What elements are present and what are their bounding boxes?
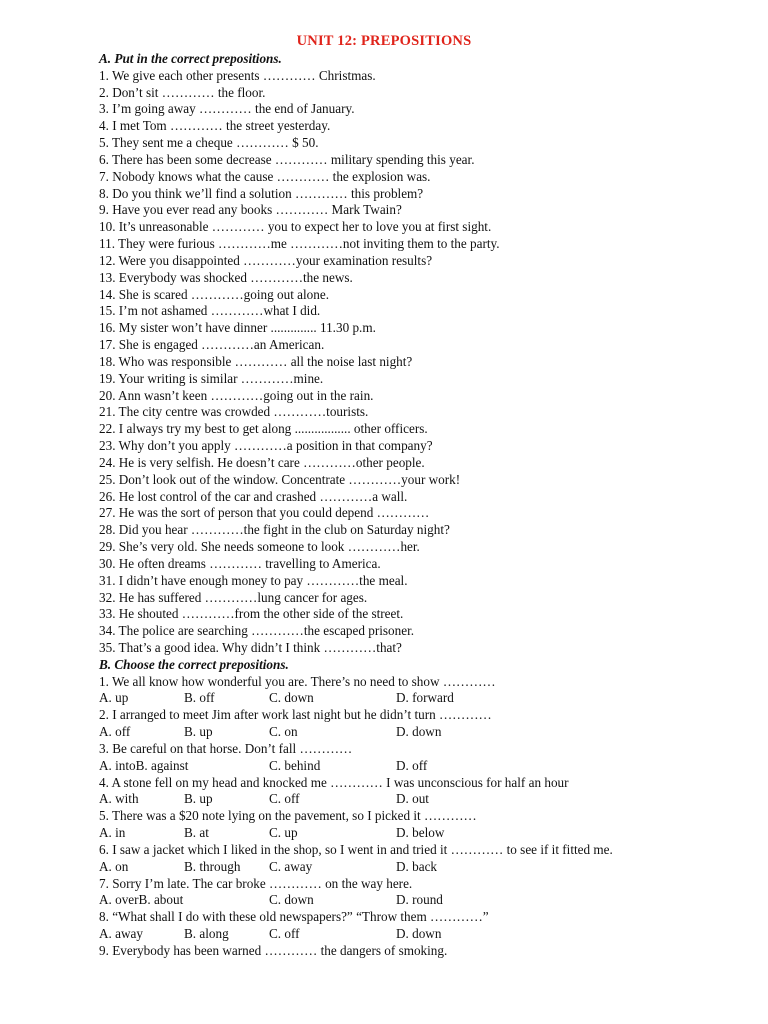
exercise-item: 13. Everybody was shocked …………the news.	[99, 269, 353, 285]
answer-option: C. down	[269, 892, 314, 908]
exercise-item: 10. It’s unreasonable ………… you to expect her to love you at first sight.	[99, 219, 492, 235]
answer-option: A. away	[99, 926, 143, 942]
exercise-item: 1. We give each other presents ………… Christmas.	[99, 67, 376, 83]
answer-option: A. with	[99, 791, 139, 807]
answer-option: D. forward	[396, 690, 454, 706]
question-text: 2. I arranged to meet Jim after work last night but he didn’t turn …………	[99, 707, 492, 723]
exercise-item: 28. Did you hear …………the fight in the club on Saturday night?	[99, 522, 450, 538]
answer-option: D. down	[396, 926, 442, 942]
exercise-item: 8. Do you think we’ll find a solution ………… this problem?	[99, 185, 424, 201]
exercise-item: 25. Don’t look out of the window. Concentrate …………your work!	[99, 471, 461, 487]
answer-option: B. through	[184, 858, 241, 874]
answer-option: B. up	[184, 724, 213, 740]
exercise-item: 3. I’m going away ………… the end of January.	[99, 101, 355, 117]
answer-option: B. off	[184, 690, 215, 706]
options-row	[99, 892, 719, 909]
options-row	[99, 690, 719, 707]
answer-option: B. at	[184, 825, 209, 841]
exercise-item: 4. I met Tom ………… the street yesterday.	[99, 118, 331, 134]
answer-option: B. along	[184, 926, 229, 942]
question-text: 7. Sorry I’m late. The car broke ………… on the way here.	[99, 875, 413, 891]
question-text: 8. “What shall I do with these old newspapers?” “Throw them …………”	[99, 909, 489, 925]
exercise-item: 32. He has suffered …………lung cancer for ages.	[99, 589, 368, 605]
exercise-item: 31. I didn’t have enough money to pay …………the meal.	[99, 572, 408, 588]
answer-option: C. up	[269, 825, 298, 841]
answer-option: D. down	[396, 724, 442, 740]
exercise-item: 19. Your writing is similar …………mine.	[99, 370, 324, 386]
exercise-item: 27. He was the sort of person that you could depend …………	[99, 505, 430, 521]
answer-option: D. round	[396, 892, 443, 908]
answer-option: B. up	[184, 791, 213, 807]
question-text: 1. We all know how wonderful you are. There’s no need to show …………	[99, 673, 496, 689]
exercise-item: 12. Were you disappointed …………your examination results?	[99, 252, 433, 268]
exercise-item: 18. Who was responsible ………… all the noise last night?	[99, 353, 413, 369]
exercise-item: 7. Nobody knows what the cause ………… the explosion was.	[99, 168, 431, 184]
exercise-item: 21. The city centre was crowded …………tourists.	[99, 404, 369, 420]
answer-option: C. down	[269, 690, 314, 706]
exercise-item: 5. They sent me a cheque ………… $ 50.	[99, 135, 319, 151]
answer-option: D. back	[396, 858, 438, 874]
question-text: 3. Be careful on that horse. Don’t fall …………	[99, 740, 353, 756]
exercise-item: 2. Don’t sit ………… the floor.	[99, 84, 266, 100]
options-row	[99, 724, 719, 741]
answer-option: A. up	[99, 690, 129, 706]
exercise-item: 17. She is engaged …………an American.	[99, 337, 325, 353]
answer-option: A. on	[99, 858, 129, 874]
exercise-item: 15. I’m not ashamed …………what I did.	[99, 303, 321, 319]
answer-option: A. intoB. against	[99, 757, 189, 773]
options-row	[99, 859, 719, 876]
answer-option: A. overB. about	[99, 892, 184, 908]
answer-option: C. away	[269, 858, 313, 874]
exercise-item: 24. He is very selfish. He doesn’t care …………other people.	[99, 454, 425, 470]
exercise-item: 23. Why don’t you apply …………a position in that company?	[99, 438, 433, 454]
question-text: 6. I saw a jacket which I liked in the shop, so I went in and tried it ………… to see if it fitted me.	[99, 841, 613, 857]
answer-option: C. off	[269, 926, 300, 942]
exercise-item: 20. Ann wasn’t keen …………going out in the rain.	[99, 387, 374, 403]
options-row	[99, 926, 719, 943]
answer-option: A. in	[99, 825, 126, 841]
exercise-item: 11. They were furious …………me …………not inviting them to the party.	[99, 236, 500, 252]
page-title: UNIT 12: PREPOSITIONS	[296, 33, 472, 49]
answer-option: C. off	[269, 791, 300, 807]
exercise-item: 6. There has been some decrease ………… military spending this year.	[99, 151, 475, 167]
exercise-item: 22. I always try my best to get along ................. other officers.	[99, 421, 428, 437]
answer-option: C. behind	[269, 757, 321, 773]
section-a-heading: A. Put in the correct prepositions.	[99, 51, 282, 66]
exercise-item: 26. He lost control of the car and crashed …………a wall.	[99, 488, 408, 504]
question-text: 4. A stone fell on my head and knocked me ………… I was unconscious for half an hour	[99, 774, 569, 790]
options-row	[99, 758, 719, 775]
answer-option: A. off	[99, 724, 131, 740]
answer-option: D. off	[396, 757, 428, 773]
exercise-item: 35. That’s a good idea. Why didn’t I think …………that?	[99, 639, 402, 655]
exercise-item: 33. He shouted …………from the other side of the street.	[99, 606, 404, 622]
exercise-item: 16. My sister won’t have dinner .............. 11.30 p.m.	[99, 320, 376, 336]
answer-option: D. below	[396, 825, 445, 841]
answer-option: D. out	[396, 791, 429, 807]
exercise-item: 14. She is scared …………going out alone.	[99, 286, 330, 302]
exercise-item: 34. The police are searching …………the escaped prisoner.	[99, 623, 415, 639]
options-row	[99, 791, 719, 808]
section-b-heading: B. Choose the correct prepositions.	[99, 656, 289, 672]
question-text: 5. There was a $20 note lying on the pavement, so I picked it …………	[99, 808, 477, 824]
worksheet-content	[99, 51, 719, 960]
answer-option: C. on	[269, 724, 298, 740]
exercise-item: 9. Have you ever read any books ………… Mark Twain?	[99, 202, 402, 218]
question-text: 9. Everybody has been warned ………… the dangers of smoking.	[99, 942, 448, 958]
exercise-item: 30. He often dreams ………… travelling to America.	[99, 555, 381, 571]
options-row	[99, 825, 719, 842]
exercise-item: 29. She’s very old. She needs someone to look …………her.	[99, 539, 420, 555]
